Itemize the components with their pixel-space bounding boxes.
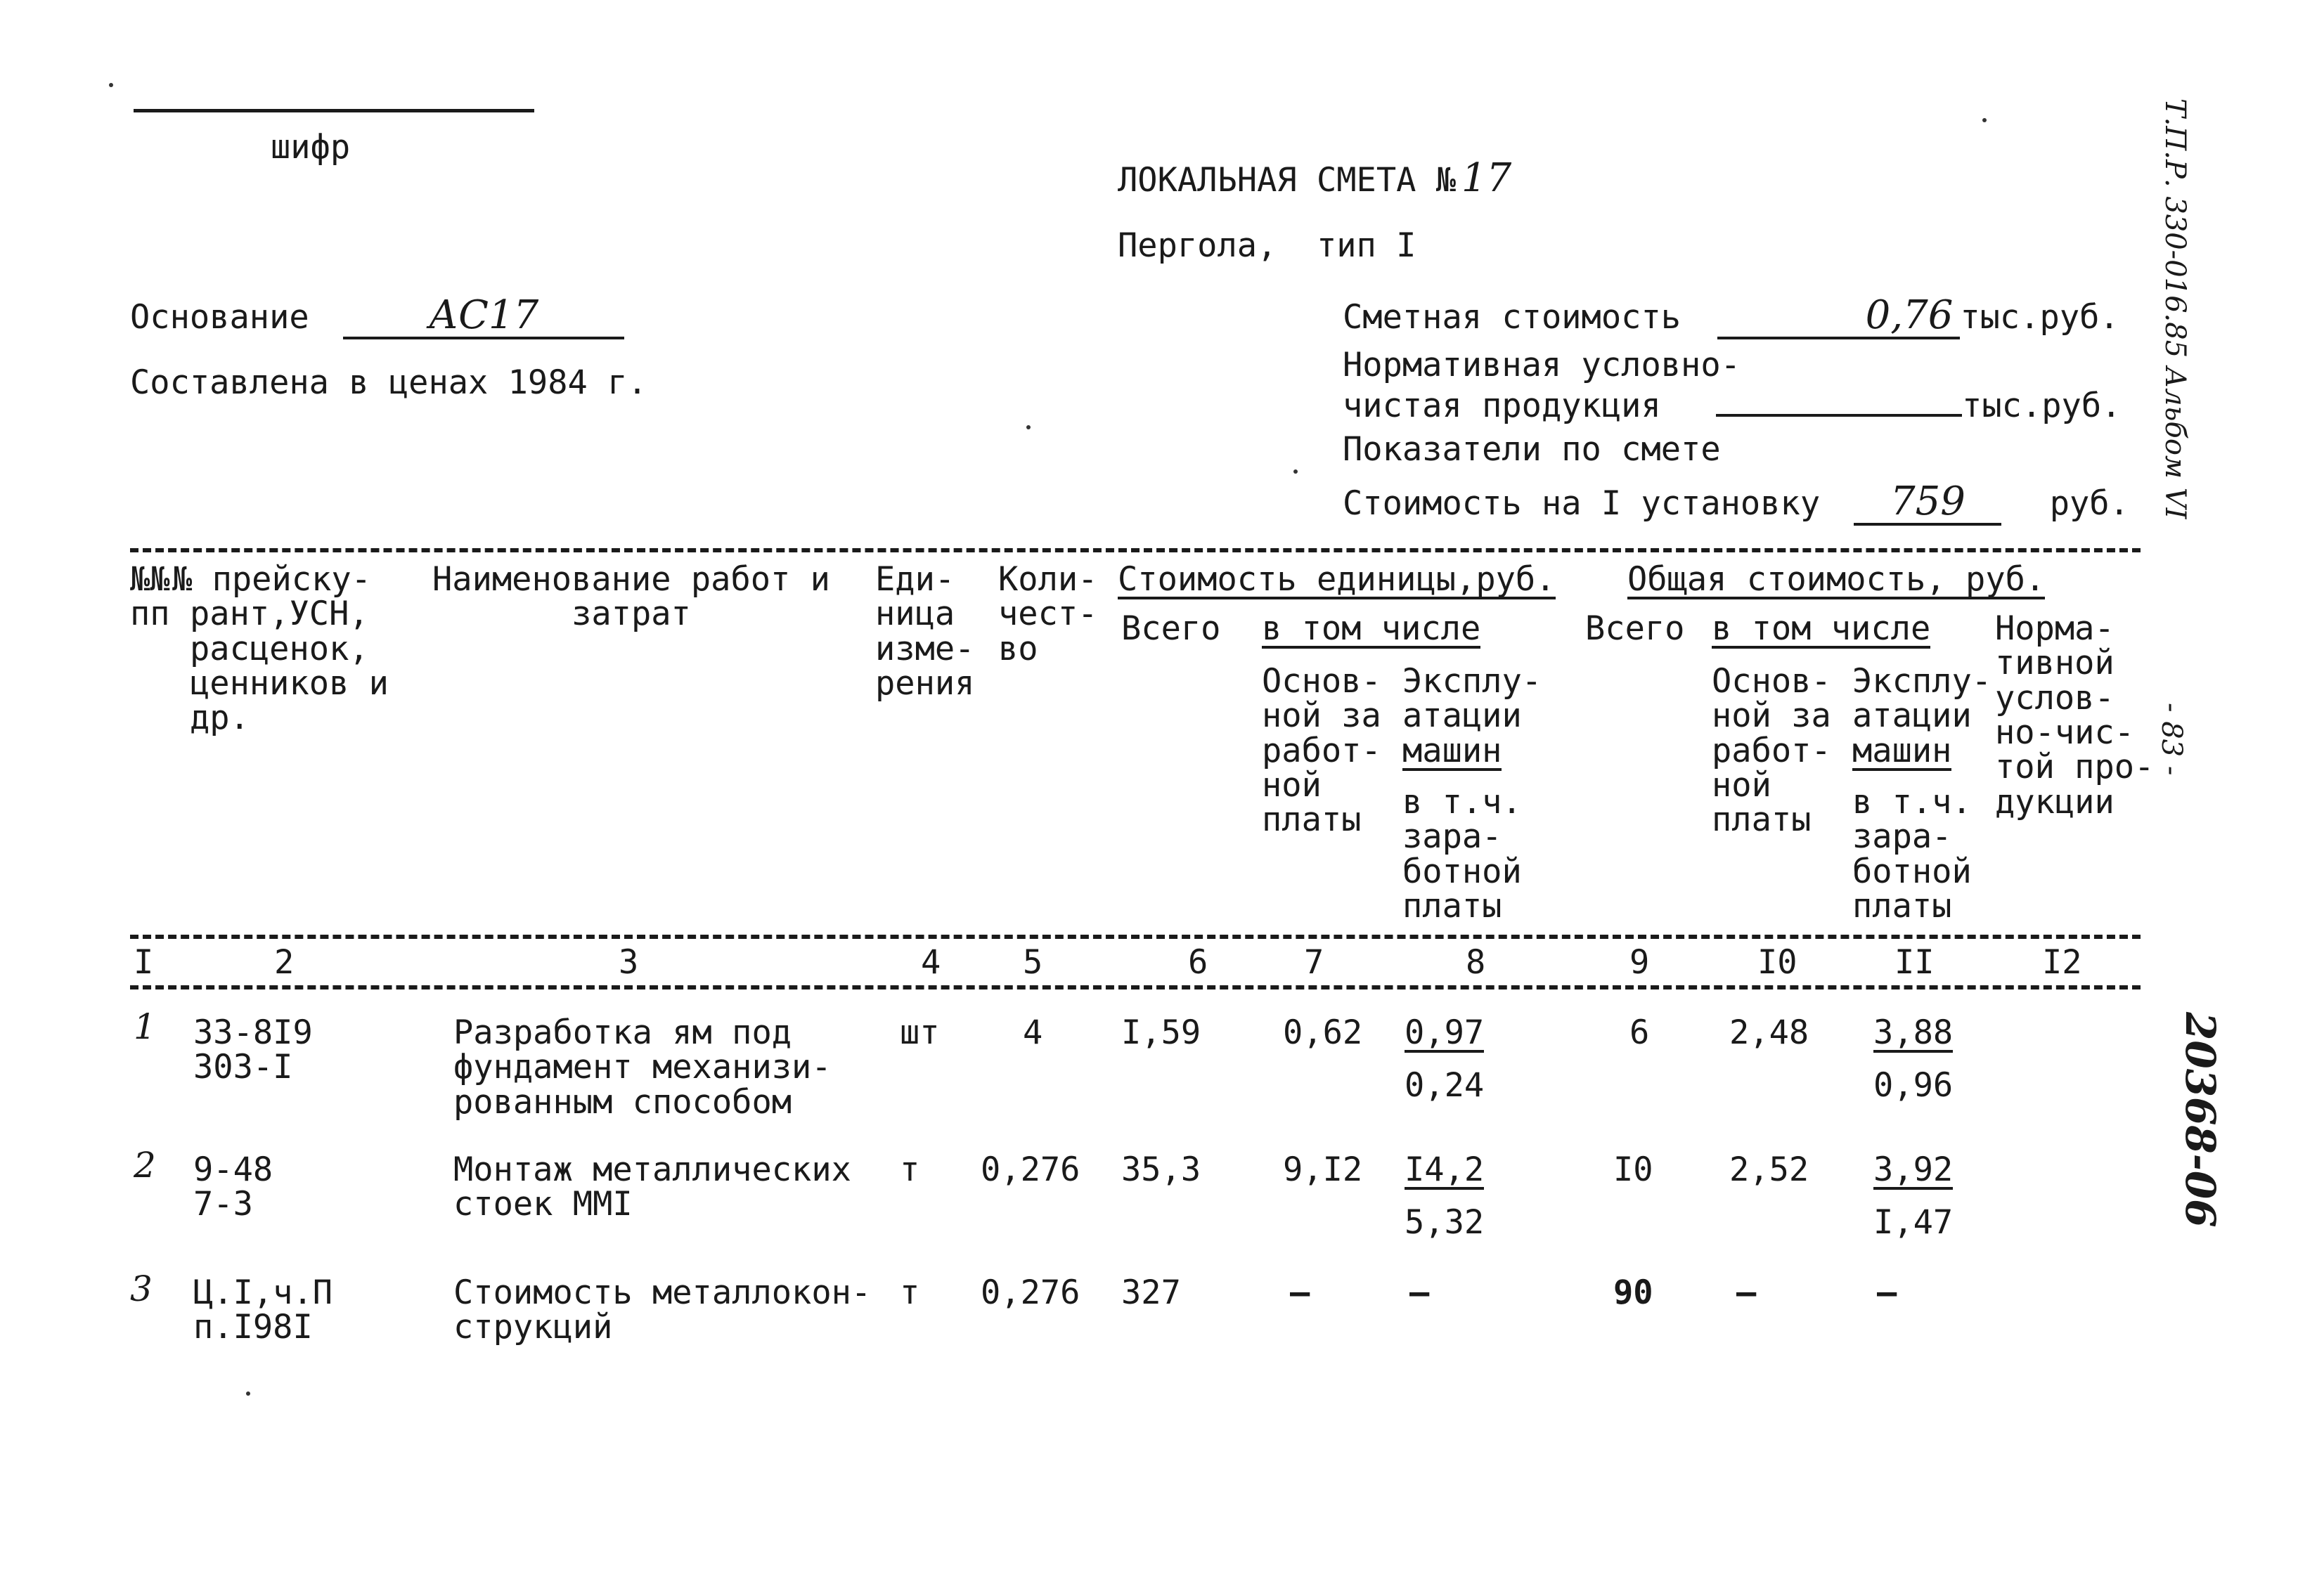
row1-unit-machine-wage: 0,24 xyxy=(1405,1066,1485,1105)
colnum-11: II xyxy=(1894,943,1935,982)
scan-speck xyxy=(246,1391,250,1396)
header-col-5: Коли- чест- во xyxy=(998,560,1098,668)
row3-unit: т xyxy=(900,1273,920,1312)
colnum-3: 3 xyxy=(619,943,639,982)
row1-unit-total: I,59 xyxy=(1121,1013,1201,1052)
header-col-12: Норма- тивной услов- но-чис- той про- дукции xyxy=(1995,609,2155,822)
title-text: ЛОКАЛЬНАЯ СМЕТА № xyxy=(1118,161,1457,200)
scan-speck xyxy=(1982,118,1987,122)
page-number-margin: - 83 - xyxy=(2155,703,2188,776)
per-unit-label: Стоимость на I установку xyxy=(1343,484,1821,523)
row1-name: Разработка ям под фундамент механизи- рованным способом xyxy=(453,1013,832,1122)
unit-cost-group-header: Стоимость единицы,руб. xyxy=(1118,560,1556,599)
row2-qty: 0,276 xyxy=(981,1150,1080,1189)
colnum-10: I0 xyxy=(1757,943,1797,982)
row1-unit-machine: 0,97 xyxy=(1405,1013,1485,1052)
colnum-12: I2 xyxy=(2042,943,2082,982)
header-col-4: Еди- ница изме- рения xyxy=(875,560,975,703)
row1-num: 1 xyxy=(134,1006,156,1047)
row1-total-wage: 2,48 xyxy=(1729,1013,1809,1052)
cipher-label: шифр xyxy=(271,128,351,167)
scan-speck xyxy=(109,83,113,87)
normative-blank xyxy=(1716,383,1962,417)
indicators-label: Показатели по смете xyxy=(1343,430,1721,469)
normative-label-2: чистая продукция xyxy=(1343,387,1661,425)
scan-speck xyxy=(1293,469,1298,474)
estimated-cost-value: 0,76 xyxy=(1717,295,1960,339)
colnum-4: 4 xyxy=(921,943,941,982)
row1-total: 6 xyxy=(1629,1013,1650,1052)
unit-total-header: Всего xyxy=(1121,609,1221,648)
row3-total-wage: – xyxy=(1736,1273,1757,1312)
normative-line xyxy=(1343,383,2121,423)
header-col-1: №№ пп xyxy=(130,560,170,634)
row2-code: 9-48 7-3 xyxy=(193,1150,273,1224)
normative-unit: тыс.руб. xyxy=(1962,387,2122,425)
colnum-5: 5 xyxy=(1023,943,1043,982)
per-unit-unit: руб. xyxy=(2049,484,2129,523)
row1-unit: шт xyxy=(900,1013,940,1052)
row2-unit: т xyxy=(900,1150,920,1189)
estimated-cost-unit: тыс.руб. xyxy=(1960,298,2119,337)
row2-total-machine: 3,92 xyxy=(1873,1150,1954,1189)
colnum-8: 8 xyxy=(1466,943,1486,982)
row2-total-machine-wage: I,47 xyxy=(1873,1203,1954,1242)
per-unit-line xyxy=(1343,481,2129,526)
colnum-2: 2 xyxy=(274,943,295,982)
total-cost-group-header: Общая стоимость, руб. xyxy=(1627,560,2046,599)
normative-label-1: Нормативная условно- xyxy=(1343,346,1741,384)
row3-unit-wage: – xyxy=(1290,1273,1310,1312)
row1-code: 33-8I9 303-I xyxy=(193,1013,313,1087)
colnum-7: 7 xyxy=(1304,943,1324,982)
row3-unit-total: 327 xyxy=(1121,1273,1181,1312)
doc-code-margin: Т.П.Р. 330-016.85 Альбом VI xyxy=(2159,98,2191,519)
row2-num: 2 xyxy=(134,1145,156,1186)
table-top-rule xyxy=(130,548,2141,552)
header-col-2: № прейску- рант,УСН, расценок, ценников и др. xyxy=(172,560,389,738)
unit-base-wage-header: Основ- ной за работ- ной платы xyxy=(1262,662,1381,840)
row3-total: 90 xyxy=(1613,1273,1653,1312)
row2-total: I0 xyxy=(1613,1150,1653,1189)
row1-qty: 4 xyxy=(1023,1013,1043,1052)
colnum-bottom-rule xyxy=(130,985,2141,989)
row1-unit-wage: 0,62 xyxy=(1283,1013,1363,1052)
row2-unit-machine: I4,2 xyxy=(1405,1150,1485,1189)
prices-line: Составлена в ценах 1984 г. xyxy=(130,363,647,402)
page-title xyxy=(1118,155,1512,201)
scan-speck xyxy=(1026,425,1031,429)
subtitle: Пергола, тип I xyxy=(1118,226,1416,265)
row3-name: Стоимость металлокон- струкций xyxy=(453,1273,872,1347)
cipher-rule xyxy=(134,109,534,112)
unit-incl-header: в том числе xyxy=(1262,609,1481,648)
per-unit-value: 759 xyxy=(1854,481,2001,526)
basis-value: АС17 xyxy=(343,295,624,339)
row3-total-machine: – xyxy=(1877,1273,1897,1312)
row2-unit-total: 35,3 xyxy=(1121,1150,1201,1189)
row2-total-wage: 2,52 xyxy=(1729,1150,1809,1189)
total-base-wage-header: Основ- ной за работ- ной платы xyxy=(1712,662,1831,840)
estimate-number: 17 xyxy=(1461,155,1512,201)
row2-unit-wage: 9,I2 xyxy=(1283,1150,1363,1189)
basis-line xyxy=(130,292,624,339)
total-machine-header: Эксплу- атации машин в т.ч. зара- ботной платы xyxy=(1852,662,1992,926)
colnum-9: 9 xyxy=(1629,943,1650,982)
estimated-cost-line xyxy=(1343,292,2119,339)
inv-number-margin: 20368-06 xyxy=(2176,1012,2224,1228)
row3-code: Ц.I,ч.П п.I98I xyxy=(193,1273,333,1347)
row3-qty: 0,276 xyxy=(981,1273,1080,1312)
total-incl-header: в том числе xyxy=(1712,609,1931,648)
header-col-3: Наименование работ и затрат xyxy=(432,560,830,634)
basis-label: Основание xyxy=(130,298,309,337)
row3-num: 3 xyxy=(130,1268,153,1309)
row1-total-machine: 3,88 xyxy=(1873,1013,1954,1052)
colnum-1: I xyxy=(134,943,154,982)
row1-total-machine-wage: 0,96 xyxy=(1873,1066,1954,1105)
row2-unit-machine-wage: 5,32 xyxy=(1405,1203,1485,1242)
total-total-header: Всего xyxy=(1585,609,1685,648)
row2-name: Монтаж металлических стоек ММI xyxy=(453,1150,851,1224)
colnum-6: 6 xyxy=(1188,943,1208,982)
unit-machine-header: Эксплу- атации машин в т.ч. зара- ботной платы xyxy=(1402,662,1542,926)
row3-unit-machine: – xyxy=(1409,1273,1430,1312)
estimated-cost-label: Сметная стоимость xyxy=(1343,298,1681,337)
header-bottom-rule xyxy=(130,935,2141,939)
